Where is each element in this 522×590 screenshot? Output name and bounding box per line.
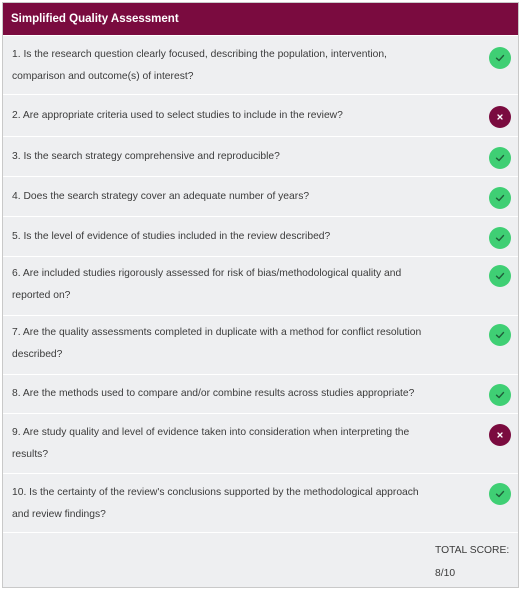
question-row	[3, 136, 518, 176]
check-icon	[489, 47, 511, 69]
quality-assessment-panel	[2, 2, 519, 588]
check-icon	[489, 265, 511, 287]
question-row	[3, 35, 518, 94]
x-icon	[489, 106, 511, 128]
x-icon	[489, 424, 511, 446]
check-icon	[489, 227, 511, 249]
question-text: 7. Are the quality assessments completed in duplicate with a method for conflict resolution described?	[12, 327, 422, 360]
check-icon	[489, 324, 511, 346]
total-score-value: 8/10	[435, 568, 456, 579]
question-text: 1. Is the research question clearly focused, describing the population, intervention, comparison and outcome(s) of interest?	[12, 49, 387, 82]
question-row	[3, 374, 518, 413]
check-icon	[489, 483, 511, 505]
question-text: 8. Are the methods used to compare and/or combine results across studies appropriate?	[12, 388, 415, 399]
question-text: 9. Are study quality and level of evidence taken into consideration when interpreting the results?	[12, 427, 410, 460]
question-row	[3, 473, 518, 532]
question-row	[3, 94, 518, 136]
question-text: 10. Is the certainty of the review's conclusions supported by the methodological approach and review findings?	[12, 487, 419, 520]
question-row	[3, 413, 518, 473]
question-row	[3, 216, 518, 256]
question-text: 3. Is the search strategy comprehensive and reproducible?	[12, 151, 280, 162]
question-text: 5. Is the level of evidence of studies included in the review described?	[12, 231, 331, 242]
check-icon	[489, 384, 511, 406]
question-row	[3, 256, 518, 315]
panel-title: Simplified Quality Assessment	[3, 3, 518, 35]
question-row	[3, 176, 518, 216]
question-text: 6. Are included studies rigorously assessed for risk of bias/methodological quality and reported on?	[12, 268, 402, 301]
question-text: 2. Are appropriate criteria used to select studies to include in the review?	[12, 110, 343, 121]
check-icon	[489, 147, 511, 169]
check-icon	[489, 187, 511, 209]
total-score-section	[3, 532, 518, 587]
question-text: 4. Does the search strategy cover an adequate number of years?	[12, 191, 310, 202]
total-score-label: TOTAL SCORE:	[435, 545, 510, 556]
question-row	[3, 315, 518, 374]
